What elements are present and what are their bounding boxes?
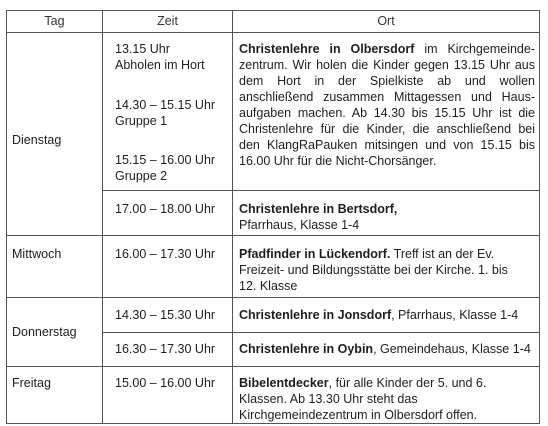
location-title: Christenlehre in Olbersdorf — [239, 42, 415, 56]
schedule-table — [6, 10, 540, 424]
row-divider — [102, 332, 539, 333]
location-description — [239, 246, 523, 294]
column-divider — [102, 11, 103, 423]
location-details: , Gemeindehaus, Klasse 1-4 — [373, 342, 531, 356]
location-description — [239, 341, 535, 357]
time-note: Gruppe 1 — [115, 114, 168, 128]
time-label: 16.00 – 17.30 Uhr — [115, 247, 216, 261]
location-title: Christenlehre in Oybin — [239, 342, 374, 356]
location-details: , für alle Kinder der 5. und 6. Klassen. Ab 13.30 Uhr steht das Kirchgemeindezentrum in Olbersdorf offen. — [239, 376, 487, 422]
header-divider — [7, 32, 539, 33]
time-label: 14.30 – 15.15 Uhr — [115, 98, 216, 112]
header-tag: Tag — [44, 14, 65, 28]
location-title: Bibelentdecker — [239, 376, 329, 390]
day-label: Dienstag — [12, 133, 62, 147]
time-note: Abholen im Hort — [115, 58, 205, 72]
row-divider — [7, 235, 539, 236]
time-label: 15.15 – 16.00 Uhr — [115, 153, 216, 167]
time-label: 13.15 Uhr — [115, 42, 170, 56]
column-divider — [232, 11, 233, 423]
location-details: im Kirchgemeindezentrum. Wir holen die Kinder gegen 13.15 Uhr aus dem Hort in der Spielkiste ab und wollen anschließend zusammen Mittagessen und Hausaufgaben machen. Ab 14.30 bis 15.15 Uhr ist die Christenlehre für die Kinder, die anschließend bei den KlangRaPauken mitsingen und von 15.15 bis 16.00 Uhr für die Nicht-Chorsänger. — [239, 42, 535, 168]
day-label: Mittwoch — [12, 247, 62, 261]
location-title: Christenlehre in Bertsdorf, — [239, 202, 398, 216]
location-title: Christenlehre in Jonsdorf — [239, 308, 392, 322]
header-zeit: Zeit — [157, 14, 178, 28]
location-title: Pfadfinder in Lückendorf. — [239, 247, 391, 261]
time-label: 16.30 – 17.30 Uhr — [115, 342, 216, 356]
location-description — [239, 201, 535, 233]
location-description — [239, 41, 535, 169]
header-ort: Ort — [377, 14, 395, 28]
location-details: Treff ist an der Ev. Freizeit- und Bildungsstätte bei der Kirche. 1. bis 12. Klasse — [239, 247, 508, 293]
time-label: 17.00 – 18.00 Uhr — [115, 202, 216, 216]
time-label: 14.30 – 15.30 Uhr — [115, 308, 216, 322]
time-note: Gruppe 2 — [115, 169, 168, 183]
day-label: Donnerstag — [12, 325, 77, 339]
location-details: , Pfarrhaus, Klasse 1-4 — [391, 308, 519, 322]
location-details: Pfarrhaus, Klasse 1-4 — [239, 218, 360, 232]
day-label: Freitag — [12, 376, 51, 390]
location-description — [239, 307, 535, 323]
row-divider — [7, 297, 539, 298]
row-divider — [102, 190, 539, 191]
location-description — [239, 375, 529, 423]
time-label: 15.00 – 16.00 Uhr — [115, 376, 216, 390]
row-divider — [7, 366, 539, 367]
